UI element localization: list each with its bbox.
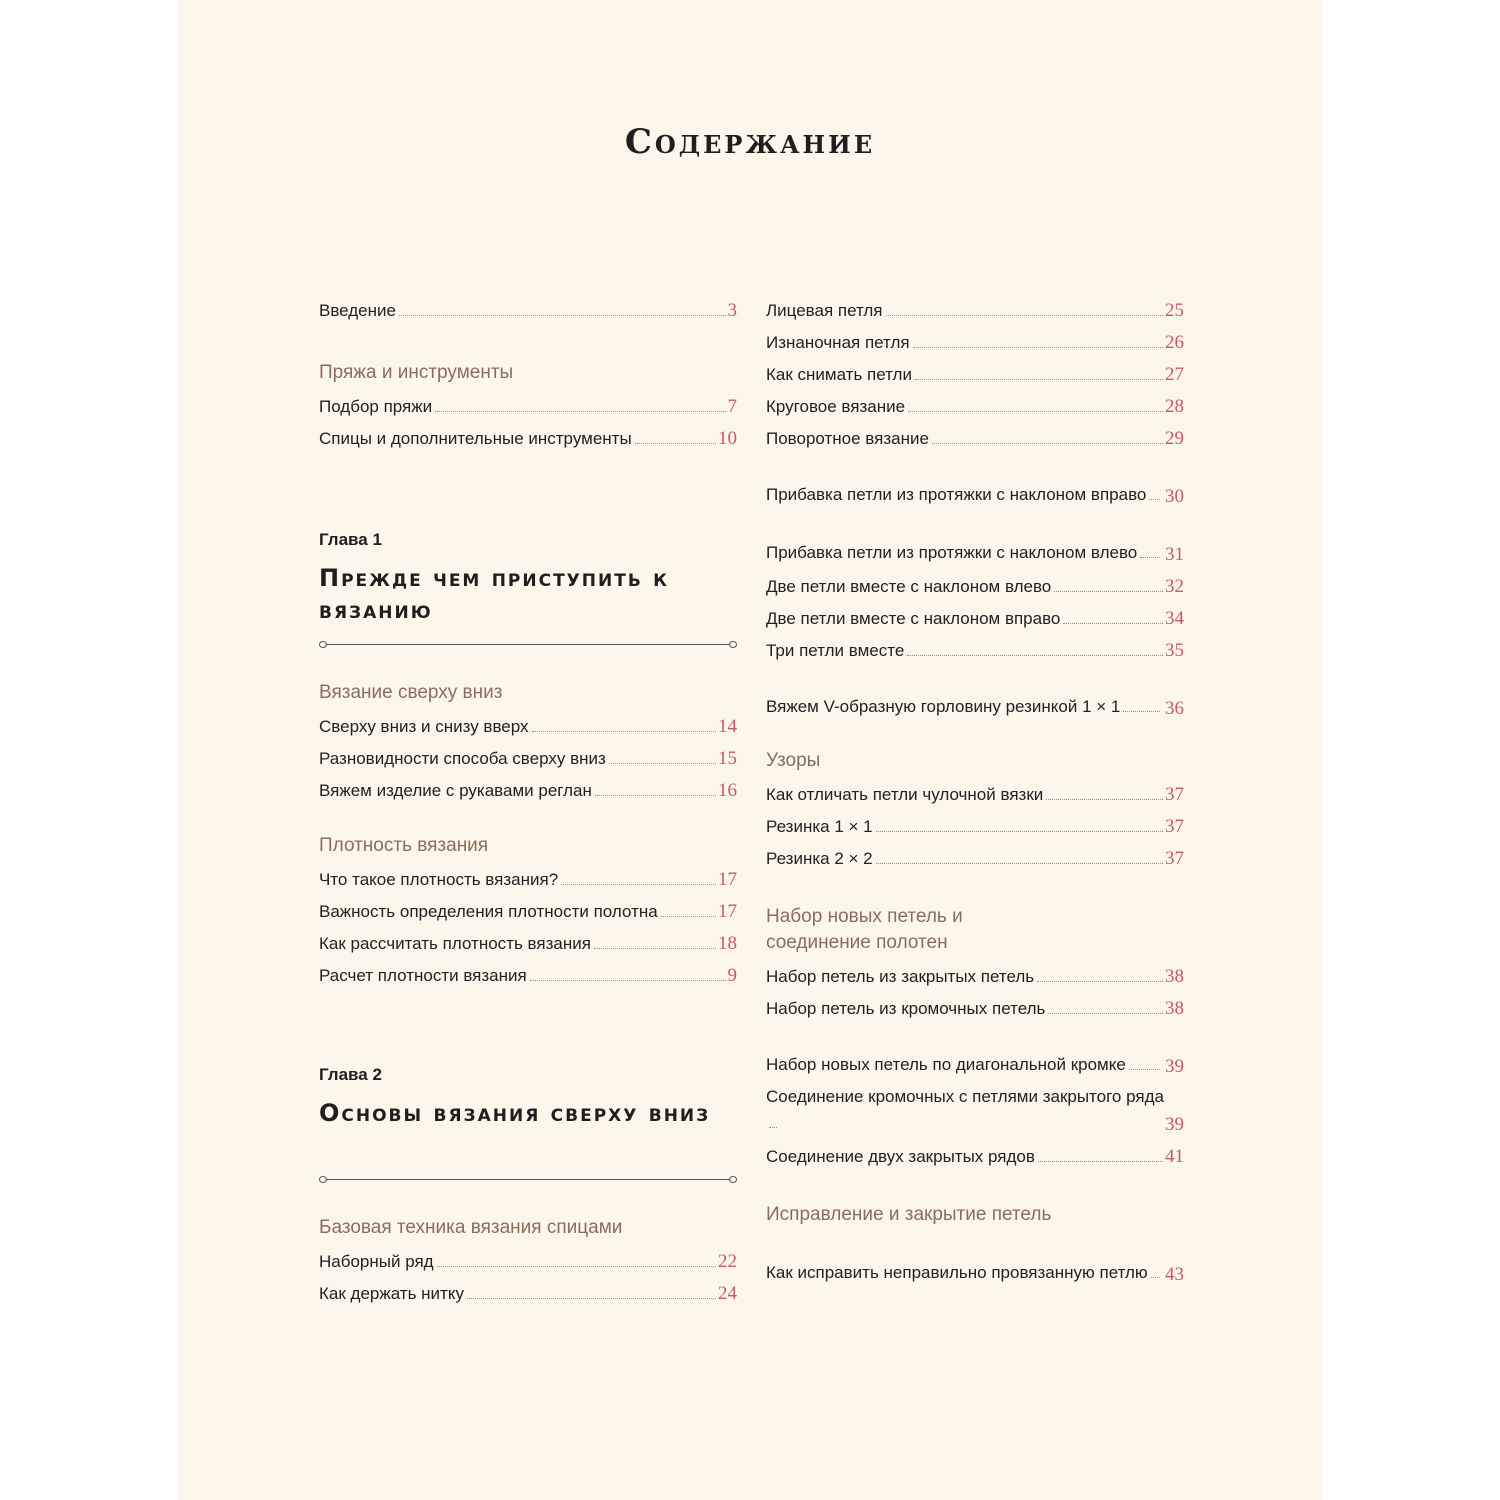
toc-entry-label: Сверху вниз и снизу вверх [319, 717, 529, 736]
toc-entry[interactable] [766, 386, 1184, 418]
page-title: Содержание [624, 122, 876, 162]
toc-entry[interactable] [766, 806, 1184, 838]
dot-leader [437, 1266, 716, 1267]
dot-leader [876, 831, 1163, 832]
toc-entry[interactable] [766, 1136, 1184, 1168]
toc-entry[interactable] [319, 891, 737, 923]
toc-entry-page: 41 [1165, 1146, 1184, 1167]
toc-entry-page: 17 [718, 901, 737, 922]
toc-entry-page: 35 [1165, 640, 1184, 661]
toc-entry-label: Вяжем V-образную горловину резинкой 1 × 1 [766, 694, 1165, 720]
chapter-1-header [319, 530, 737, 626]
toc-entry[interactable] [766, 662, 1184, 720]
toc-entry-page: 26 [1165, 332, 1184, 353]
chapter-title: Прежде чем приступить к вязанию [319, 564, 670, 624]
toc-entry-label: Как держать нитку [319, 1284, 464, 1303]
section-heading: Набор новых петель и соединение полотен [766, 906, 963, 953]
toc-entry[interactable] [766, 450, 1184, 508]
section-heading: Исправление и закрытие петель [766, 1204, 1052, 1225]
dot-leader [1048, 1013, 1163, 1014]
dot-leader [399, 315, 726, 316]
chapter-2-header [319, 1065, 737, 1129]
dot-leader [435, 411, 725, 412]
toc-entry[interactable] [319, 418, 737, 450]
dot-leader [635, 443, 716, 444]
dot-leader [594, 948, 716, 949]
toc-entry-page: 28 [1165, 396, 1184, 417]
section-heading: Узоры [766, 750, 821, 771]
chapter-label: Глава 1 [319, 530, 382, 549]
toc-entry-label: Наборный ряд [319, 1252, 434, 1271]
chapter-divider [319, 1176, 737, 1184]
toc-entry-label: Важность определения плотности полотна [319, 902, 658, 921]
dot-leader [907, 655, 1163, 656]
section-heading: Плотность вязания [319, 835, 489, 856]
section-heading: Вязание сверху вниз [319, 682, 503, 703]
toc-entry-page: 37 [1165, 848, 1184, 869]
toc-entry-label: Как отличать петли чулочной вязки [766, 785, 1044, 804]
toc-entry[interactable] [319, 955, 737, 987]
toc-entry-page: 37 [1165, 784, 1184, 805]
dot-leader [1037, 981, 1163, 982]
chapter-title: Основы вязания сверху вниз [319, 1099, 711, 1127]
dot-leader [1054, 591, 1163, 592]
dot-leader [595, 795, 716, 796]
toc-entry[interactable] [319, 706, 737, 738]
dot-leader [561, 884, 716, 885]
toc-entry-page: 17 [718, 869, 737, 890]
toc-entry-label: Изнаночная петля [766, 333, 910, 352]
toc-entry-page: 38 [1165, 966, 1184, 987]
section-heading: Пряжа и инструменты [319, 362, 514, 383]
toc-entry-label: Резинка 1 × 1 [766, 817, 873, 836]
toc-entry-label: Прибавка петли из протяжки с наклоном влево [766, 540, 1165, 566]
toc-entry-label: Резинка 2 × 2 [766, 849, 873, 868]
dot-leader [876, 863, 1163, 864]
toc-entry-label: Поворотное вязание [766, 429, 929, 448]
toc-entry[interactable] [319, 859, 737, 891]
toc-entry-page: 25 [1165, 300, 1184, 321]
toc-entry-page: 22 [718, 1251, 737, 1272]
toc-section-gauge [319, 833, 737, 987]
dot-leader [886, 315, 1163, 316]
toc-entry-label: Вяжем изделие с рукавами реглан [319, 781, 592, 800]
dot-leader [908, 411, 1163, 412]
dot-leader [915, 379, 1163, 380]
toc-entry-label: Набор петель из закрытых петель [766, 967, 1035, 986]
toc-entry-page: 24 [718, 1283, 737, 1304]
toc-entry-page: 27 [1165, 364, 1184, 385]
toc-section-top-down [319, 680, 737, 802]
toc-entry[interactable] [766, 566, 1184, 598]
toc-entry-label: Набор новых петель по диагональной кромке [766, 1052, 1165, 1078]
toc-entry[interactable] [766, 1228, 1184, 1286]
toc-entry[interactable] [766, 988, 1184, 1020]
dot-leader [530, 980, 726, 981]
toc-entry-page: 9 [727, 965, 737, 986]
toc-entry-page: 18 [718, 933, 737, 954]
toc-entry-label: Набор петель из кромочных петель [766, 999, 1046, 1018]
toc-entry[interactable] [319, 923, 737, 955]
chapter-divider [319, 641, 737, 649]
toc-section-patterns [766, 748, 1184, 870]
toc-entry-page: 7 [727, 396, 737, 417]
section-heading: Базовая техника вязания спицами [319, 1217, 623, 1238]
toc-entry-page: 3 [727, 300, 737, 321]
toc-entry-page: 31 [1165, 544, 1184, 565]
toc-section-basic-technique [319, 1215, 737, 1305]
toc-entry-page: 14 [718, 716, 737, 737]
toc-entry-label: Круговое вязание [766, 397, 906, 416]
toc-entry[interactable] [766, 354, 1184, 386]
toc-entry[interactable] [766, 956, 1184, 988]
toc-entry[interactable] [319, 290, 737, 322]
toc-entry-label: Разновидности способа сверху вниз [319, 749, 606, 768]
toc-entry-page: 38 [1165, 998, 1184, 1019]
chapter-label: Глава 2 [319, 1065, 382, 1084]
toc-entry-label: Введение [319, 301, 396, 320]
toc-entry-page: 37 [1165, 816, 1184, 837]
toc-section-stitches [766, 290, 1184, 720]
toc-entry[interactable] [766, 508, 1184, 566]
toc-entry-label: Соединение двух закрытых рядов [766, 1147, 1035, 1166]
book-page [178, 0, 1322, 1500]
dot-leader [609, 763, 716, 764]
dot-leader [913, 347, 1163, 348]
toc-entry[interactable] [319, 738, 737, 770]
dot-leader [1046, 799, 1163, 800]
toc-section-cast-on-joining [766, 904, 1184, 1168]
toc-entry[interactable] [766, 1020, 1184, 1078]
toc-entry[interactable] [766, 774, 1184, 806]
toc-entry-page: 10 [718, 428, 737, 449]
dot-leader [532, 731, 716, 732]
toc-entry-label: Расчет плотности вязания [319, 966, 527, 985]
toc-entry-page: 34 [1165, 608, 1184, 629]
toc-entry[interactable] [319, 770, 737, 802]
toc-entry[interactable] [766, 290, 1184, 322]
toc-entry[interactable] [319, 1241, 737, 1273]
toc-entry-label: Как рассчитать плотность вязания [319, 934, 591, 953]
toc-entry-label: Подбор пряжи [319, 397, 433, 416]
toc-entry-page: 39 [1165, 1114, 1184, 1135]
dot-leader [1063, 623, 1163, 624]
toc-entry[interactable] [766, 598, 1184, 630]
toc-entry-label: Две петли вместе с наклоном вправо [766, 609, 1061, 628]
toc-entry-label: Как снимать петли [766, 365, 912, 384]
toc-entry-page: 39 [1165, 1056, 1184, 1077]
toc-entry-label: Две петли вместе с наклоном влево [766, 577, 1052, 596]
toc-entry[interactable] [766, 1078, 1184, 1136]
toc-entry-page: 16 [718, 780, 737, 801]
toc-entry-label: Что такое плотность вязания? [319, 870, 559, 889]
toc-intro [319, 290, 737, 322]
toc-entry[interactable] [766, 418, 1184, 450]
toc-entry-label: Лицевая петля [766, 301, 883, 320]
toc-entry-page: 30 [1165, 486, 1184, 507]
toc-entry[interactable] [319, 1273, 737, 1305]
toc-section-fixing-binding-off [766, 1202, 1184, 1286]
toc-entry-label: Спицы и дополнительные инструменты [319, 429, 632, 448]
toc-entry[interactable] [319, 386, 737, 418]
toc-entry[interactable] [766, 630, 1184, 662]
dot-leader [661, 916, 716, 917]
toc-section-yarn [319, 360, 737, 450]
toc-entry[interactable] [766, 838, 1184, 870]
toc-entry-page: 36 [1165, 698, 1184, 719]
dot-leader [467, 1298, 716, 1299]
toc-entry-page: 29 [1165, 428, 1184, 449]
toc-entry-label: Соединение кромочных с петлями закрытого ряда [766, 1084, 1165, 1136]
toc-entry-label: Три петли вместе [766, 641, 905, 660]
dot-leader [932, 443, 1163, 444]
toc-entry-page: 32 [1165, 576, 1184, 597]
toc-entry-page: 15 [718, 748, 737, 769]
toc-entry-label: Как исправить неправильно провязанную петлю [766, 1260, 1165, 1286]
dot-leader [1038, 1161, 1163, 1162]
toc-entry-page: 43 [1165, 1264, 1184, 1285]
toc-entry[interactable] [766, 322, 1184, 354]
toc-entry-label: Прибавка петли из протяжки с наклоном вправо [766, 482, 1165, 508]
